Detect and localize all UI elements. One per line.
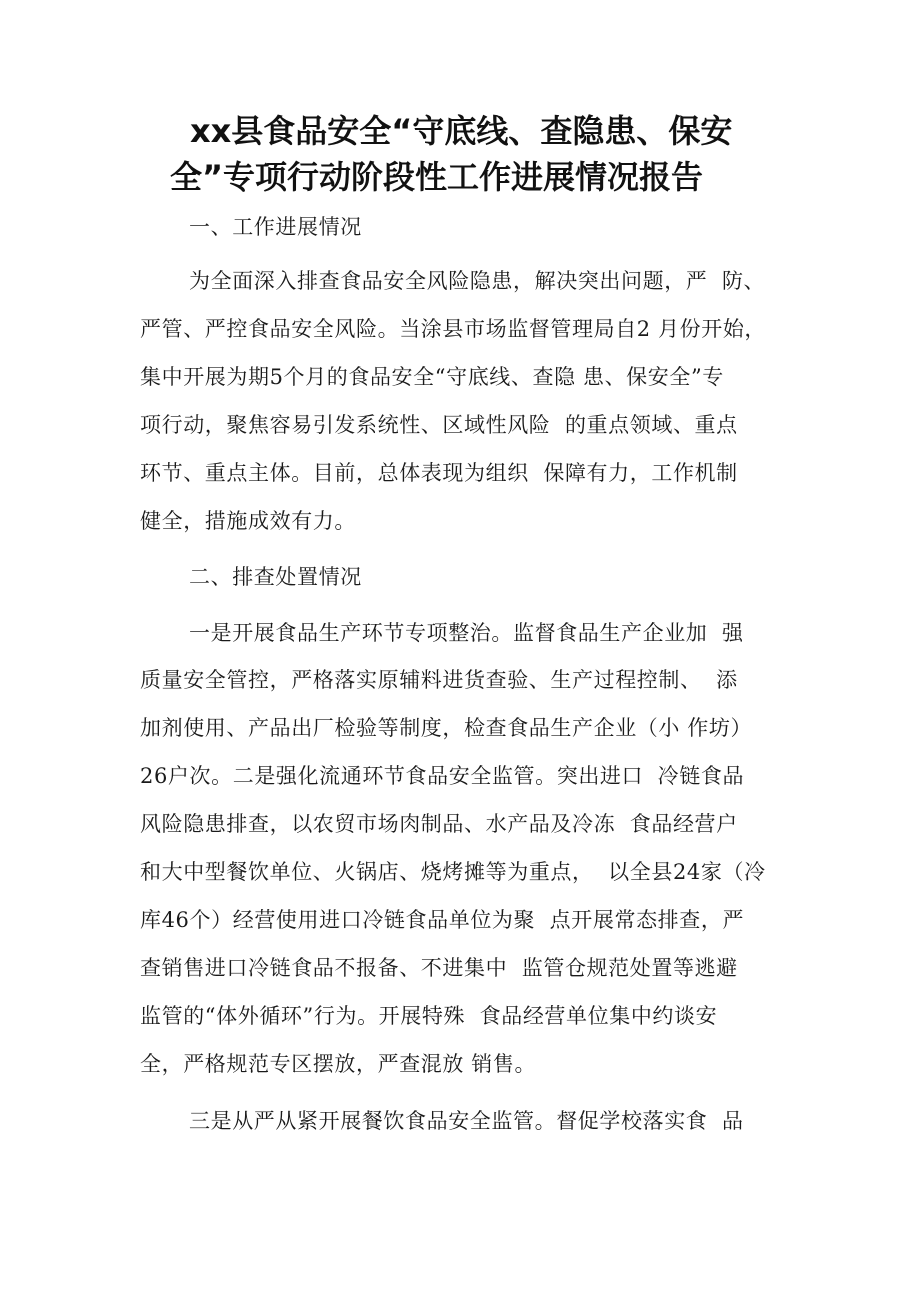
para3-line-1: 三是从严从紧开展餐饮食品安全监管。督促学校落实食 品 [189,1109,744,1133]
para2-line-7: 库46个）经营使用进口冷链食品单位为聚 点开展常态排查，严 [140,908,745,932]
para2-line-3: 加剂使用、产品出厂检验等制度，检查食品生产企业（小 作坊） [140,716,753,740]
para2-line-2: 质量安全管控，严格落实原辅料进货查验、生产过程控制、 添 [140,668,738,692]
para2-line-1: 一是开展食品生产环节专项整治。监督食品生产企业加 强 [189,621,744,645]
para1-line-5: 环节、重点主体。目前，总体表现为组织 保障有力，工作机制 [140,461,738,485]
para1-line-2: 严管、严控食品安全风险。当涂县市场监督管理局自2 月份开始， [140,317,767,341]
para1-line-4: 项行动，聚焦容易引发系统性、区域性风险 的重点领域、重点 [140,413,738,437]
para2-line-6: 和大中型餐饮单位、火锅店、烧烤摊等为重点， 以全县24家（冷 [140,860,766,884]
para2-line-9: 监管的“体外循环”行为。开展特殊 食品经营单位集中约谈安 [140,1004,718,1028]
section-heading-2: 二、排查处置情况 [189,565,362,589]
para2-line-5: 风险隐患排查，以农贸市场肉制品、水产品及冷冻 食品经营户 [140,812,738,836]
para1-line-3: 集中开展为期5个月的食品安全“守底线、查隐 患、保安全”专 [140,365,724,389]
para2-line-8: 查销售进口冷链食品不报备、不进集中 监管仓规范处置等逃避 [140,956,738,980]
para2-line-4: 26户次。二是强化流通环节食品安全监管。突出进口 冷链食品 [140,764,745,788]
document-title-line-2: 全”专项行动阶段性工作进展情况报告 [170,158,704,196]
section-heading-1: 一、工作进展情况 [189,215,362,239]
para1-line-6: 健全，措施成效有力。 [140,509,356,533]
document-title-line-1: xx县食品安全“守底线、查隐患、保安 [190,112,733,150]
para1-line-1: 为全面深入排查食品安全风险隐患，解决突出问题，严 防、 [189,269,766,293]
para2-line-10: 全，严格规范专区摆放，严查混放 销售。 [140,1052,537,1076]
